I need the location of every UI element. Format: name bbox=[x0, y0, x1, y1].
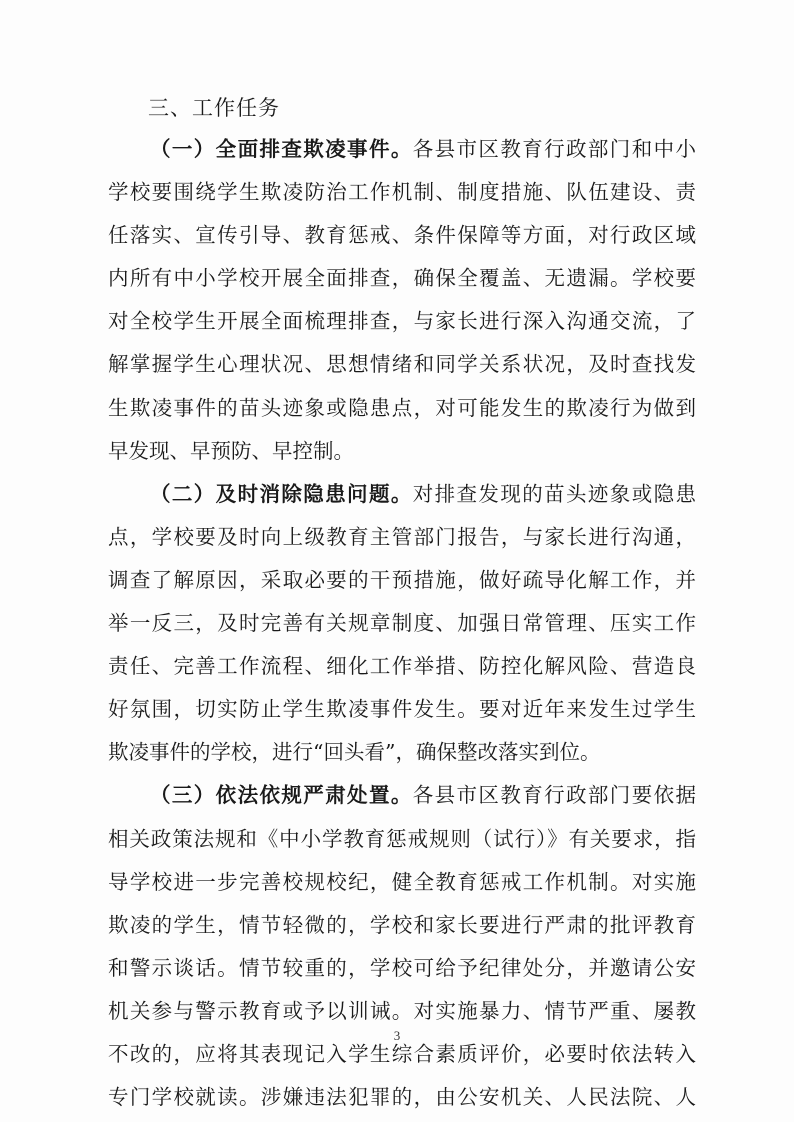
paragraph-line: 欺凌事件的学校，进行“回头看”，确保整改落实到位。 bbox=[108, 740, 601, 765]
paragraph-line: 对全校学生开展全面梳理排查，与家长进行深入沟通交流，了 bbox=[108, 309, 696, 334]
paragraph-line: 不改的，应将其表现记入学生综合素质评价，必要时依法转入 bbox=[108, 1041, 696, 1066]
paragraph-line: 专门学校就读。涉嫌违法犯罪的，由公安机关、人民法院、人 bbox=[108, 1085, 696, 1110]
paragraph-line bbox=[108, 128, 696, 171]
paragraph-line: 调查了解原因，采取必要的干预措施，做好疏导化解工作，并 bbox=[108, 567, 696, 592]
line-text: 对排查发现的苗头迹象或隐患 bbox=[412, 481, 696, 506]
paragraph-line: 点，学校要及时向上级教育主管部门报告，与家长进行沟通， bbox=[108, 524, 696, 549]
paragraph-line: 机关参与警示教育或予以训诫。对实施暴力、情节严重、屡教 bbox=[108, 998, 696, 1023]
subheading-handle-strictly: （三）依法依规严肃处置。 bbox=[150, 783, 413, 808]
paragraph-handle-strictly bbox=[108, 774, 696, 1119]
paragraph-line: 欺凌的学生，情节轻微的，学校和家长要进行严肃的批评教育 bbox=[108, 912, 696, 937]
section-heading: 三、工作任务 bbox=[148, 96, 280, 120]
line-text: 各县市区教育行政部门和中小 bbox=[412, 137, 696, 161]
paragraph-line: 早发现、早预防、早控制。 bbox=[108, 438, 354, 463]
paragraph-line: 好氛围，切实防止学生欺凌事件发生。要对近年来发生过学生 bbox=[108, 697, 696, 722]
paragraph-line: 举一反三，及时完善有关规章制度、加强日常管理、压实工作 bbox=[108, 611, 696, 636]
document-body bbox=[108, 88, 696, 1119]
paragraph-investigate bbox=[108, 128, 696, 473]
paragraph-line: 和警示谈话。情节较重的，学校可给予纪律处分，并邀请公安 bbox=[108, 955, 696, 980]
paragraph-eliminate-hazards bbox=[108, 473, 696, 775]
subheading-eliminate-hazards: （二）及时消除隐患问题。 bbox=[150, 481, 413, 506]
paragraph-line: 内所有中小学校开展全面排查，确保全覆盖、无遗漏。学校要 bbox=[108, 266, 696, 291]
paragraph-line: 任落实、宣传引导、教育惩戒、条件保障等方面，对行政区域 bbox=[108, 223, 696, 248]
paragraph-line: 相关政策法规和《中小学教育惩戒规则（试行）》有关要求，指 bbox=[108, 826, 696, 851]
line-text: 各县市区教育行政部门要依据 bbox=[412, 783, 696, 808]
paragraph-line: 生欺凌事件的苗头迹象或隐患点，对可能发生的欺凌行为做到 bbox=[108, 395, 696, 420]
page-number: 3 bbox=[393, 1028, 401, 1043]
paragraph-line: 导学校进一步完善校规校纪，健全教育惩戒工作机制。对实施 bbox=[108, 869, 696, 894]
paragraph-line bbox=[108, 473, 696, 516]
paragraph-line bbox=[108, 774, 696, 817]
subheading-investigate: （一）全面排查欺凌事件。 bbox=[150, 137, 413, 161]
paragraph-line: 学校要围绕学生欺凌防治工作机制、制度措施、队伍建设、责 bbox=[108, 180, 696, 205]
paragraph-line: 解掌握学生心理状况、思想情绪和同学关系状况，及时查找发 bbox=[108, 352, 696, 377]
paragraph-line: 责任、完善工作流程、细化工作举措、防控化解风险、营造良 bbox=[108, 654, 696, 679]
